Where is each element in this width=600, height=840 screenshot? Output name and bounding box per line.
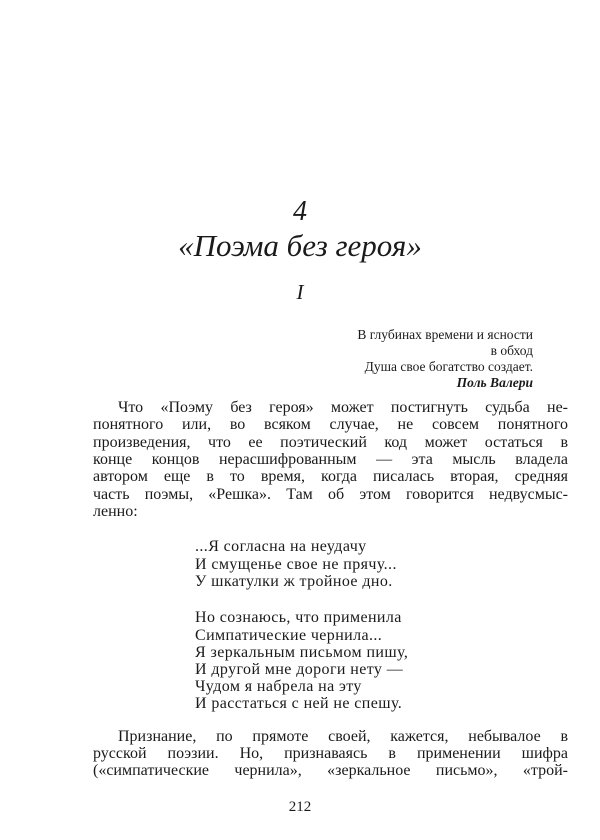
verse-line: Симпатические чернила... — [195, 627, 383, 644]
section-number: I — [296, 280, 304, 304]
body-line: понятного или, во всяком случае, не совсем понятного — [93, 416, 568, 433]
body-line: произведения, что ее поэтический код может остаться в — [93, 434, 568, 451]
verse-line: ...Я согласна на неудачу — [195, 538, 367, 555]
body-line: Что «Поэму без героя» может постигнуть судьба не- — [118, 399, 568, 416]
verse-line: И смущенье свое не прячу... — [195, 556, 397, 573]
body-line: русской поэзии. Но, признаваясь в применении шифра — [93, 745, 568, 762]
verse-line: Я зеркальным письмом пишу, — [195, 644, 409, 661]
body-line: часть поэмы, «Решка». Там об этом говорится недвусмыс- — [93, 486, 568, 503]
epigraph-line: в обход — [490, 343, 533, 358]
body-line: автором еще в то время, когда писалась вторая, средняя — [93, 468, 568, 485]
body-line: конце концов нерасшифрованным — эта мысль владела — [93, 451, 568, 468]
body-line: («симпатические чернила», «зеркальное письмо», «трой- — [93, 762, 568, 779]
body-line: Признание, по прямоте своей, кажется, небывалое в — [118, 728, 568, 745]
page-number: 212 — [288, 799, 312, 815]
chapter-number: 4 — [293, 196, 307, 227]
verse-line: И расстаться с ней не спешу. — [195, 695, 403, 712]
epigraph-line: Душа свое богатство создает. — [364, 359, 533, 374]
verse-line: Но сознаюсь, что применила — [195, 609, 402, 626]
verse-line: И другой мне дороги нету — — [195, 661, 404, 678]
body-line: ленно: — [93, 503, 138, 520]
verse-line: У шкатулки ж тройное дно. — [195, 573, 393, 590]
chapter-title: «Поэма без героя» — [178, 228, 422, 263]
epigraph-author: Поль Валери — [456, 375, 533, 390]
epigraph-line: В глубинах времени и ясности — [357, 327, 533, 342]
verse-line: Чудом я набрела на эту — [195, 678, 362, 695]
